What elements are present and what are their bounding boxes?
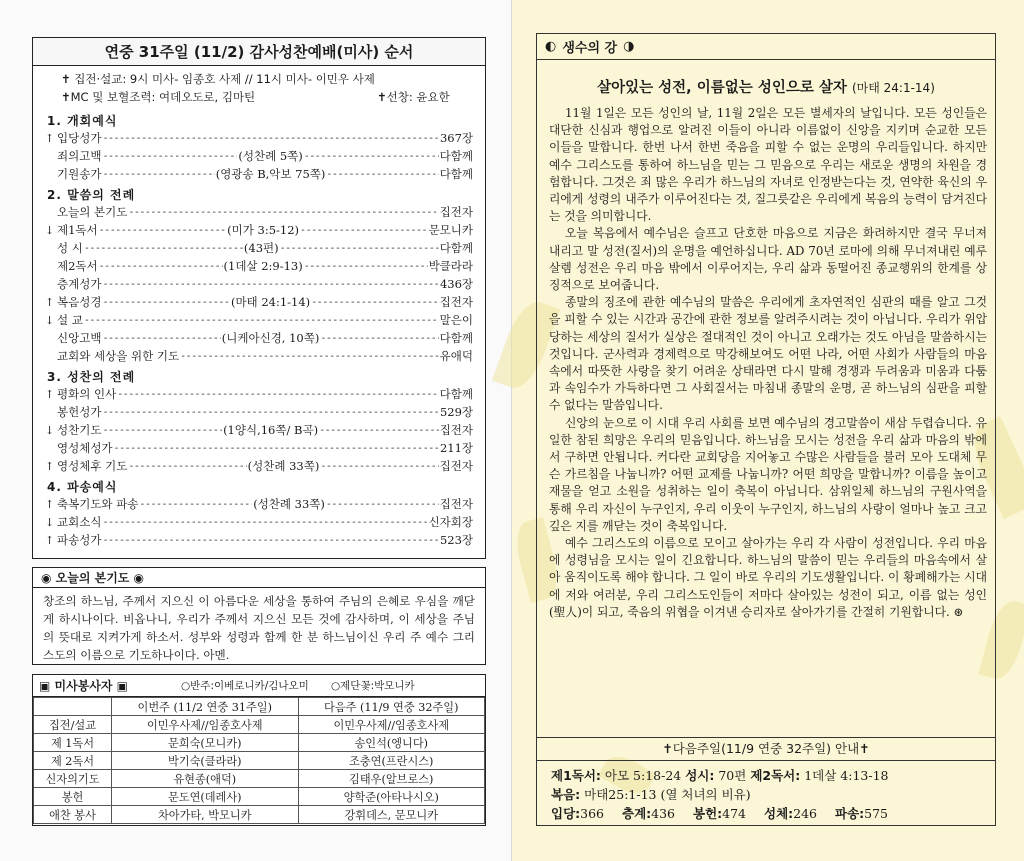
- next-week-cell: 조충연(프란시스): [298, 752, 485, 770]
- service-item: 제2독서: [57, 259, 98, 273]
- dotted-leader: [114, 443, 439, 454]
- dotted-leader: [320, 461, 438, 472]
- sermon-paragraph: 예수 그리스도의 이름으로 모이고 살아가는 우리 각 사람이 성전입니다. 우리 마음에 성령님을 모시는 일이 긴요합니다. 하느님의 말씀이 믿는 우리들의 마음속에서 살아 움직이도록 해야 합니다. 그 일이 바로 우리의 기도생활입니다. 이 황폐해가는 시대에 저와 여러분, 우리 그리스도인들이 저마다 살아있는 성전이 되고, 이름 없는 성인(聖人)이 되고, 죽음의 위협을 이겨낸 승리자로 살아가기를 간절히 기원합니다. ⊛: [549, 536, 987, 619]
- this-week-cell: 유현종(애덕): [112, 770, 299, 788]
- service-ref: (43편): [243, 241, 279, 255]
- service-item: 층계성가: [57, 277, 102, 291]
- posture-mark: ↑: [45, 295, 55, 309]
- this-week-cell: 박기숙(클라라): [112, 752, 299, 770]
- service-item: 복음성경: [57, 295, 102, 309]
- next-week-cell: 김태우(알브로스): [298, 770, 485, 788]
- dotted-leader: [102, 297, 230, 308]
- sermon-body: [537, 105, 995, 621]
- next-gospel-line: [551, 785, 889, 804]
- role-cell: 제 2독서: [34, 752, 112, 770]
- service-row: [45, 514, 473, 530]
- this-week-cell: 이민우사제//임종호사제: [112, 716, 299, 734]
- service-leader: 집전자: [439, 205, 473, 219]
- gradual-hymn-label: 층계:: [622, 806, 652, 821]
- service-row: [45, 532, 473, 548]
- service-item: 성찬기도: [57, 423, 102, 437]
- dotted-leader: [102, 425, 222, 436]
- service-row: [45, 294, 473, 310]
- next-sunday-heading: ✝다음주일(11/9 연중 32주일) 안내✝: [537, 737, 995, 761]
- service-leader: 529장: [439, 405, 473, 419]
- role-cell: 애찬 봉사: [34, 806, 112, 824]
- dotted-leader: [139, 499, 252, 510]
- dotted-leader: [128, 461, 246, 472]
- collect-prayer-box: [32, 567, 486, 665]
- section-heading: 3. 성찬의 전례: [47, 370, 136, 384]
- service-item: 파송성가: [57, 533, 102, 547]
- posture-mark: ↓: [45, 223, 55, 237]
- volunteers-table: [33, 697, 485, 824]
- dotted-leader: [300, 225, 428, 236]
- service-row: [45, 166, 473, 182]
- dotted-leader: [128, 207, 438, 218]
- collect-title: ◉ 오늘의 본기도 ◉: [33, 568, 485, 588]
- section-heading: 2. 말씀의 전례: [47, 188, 136, 202]
- dotted-leader: [304, 151, 439, 162]
- dotted-leader: [311, 297, 439, 308]
- role-cell: 봉헌: [34, 788, 112, 806]
- service-item: 신앙고백: [57, 331, 102, 345]
- posture-mark: ↑: [45, 459, 55, 473]
- posture-mark: ↑: [45, 497, 55, 511]
- sermon-paragraph: 11월 1일은 모든 성인의 날, 11월 2일은 모든 별세자의 날입니다. 모든 성인들은 대단한 신심과 행업으로 알려진 이들이 아니라 이름없이 신앙을 지키며 순교한 모든 이들을 말합니다. 한번 나서 한번 죽음을 피할 수 없는 운명의 우리들입니다. 하지만 예수 그리스도를 통하여 하느님을 믿는 그 믿음으로 우리는 새로운 생명의 차원을 경험합니다. 그것은 죄 많은 우리가 하느님의 자녀로 인정받는다는 것, 연약한 육신의 우리에게 성령의 내주가 이루어진다는 것, 질그릇같은 우리에게 복음의 능력이 담겨진다는 것을 의미합니다.: [549, 106, 987, 224]
- accompanist-note: ○반주:이베로니카/김나오미: [181, 680, 309, 692]
- table-row: [34, 752, 485, 770]
- staff-line-cantor: ✝선창: 윤요한: [377, 90, 450, 104]
- role-header: [34, 698, 112, 716]
- service-row: [45, 496, 473, 512]
- service-item: 죄의고백: [57, 149, 102, 163]
- next-week-cell: 양학준(아타나시오): [298, 788, 485, 806]
- posture-mark: ↑: [45, 533, 55, 547]
- dotted-leader: [84, 243, 243, 254]
- service-leader: 집전자: [439, 497, 474, 511]
- posture-mark: ↑: [45, 131, 55, 145]
- gospel-value: 마태25:1-13 (열 처녀의 비유): [584, 787, 751, 802]
- this-week-cell: 문희숙(모니카): [112, 734, 299, 752]
- service-item: 제1독서: [57, 223, 98, 237]
- this-week-cell: 차아가타, 박모니카: [112, 806, 299, 824]
- service-ref: (1데살 2:9-13): [223, 259, 303, 273]
- service-leader: 436장: [439, 277, 473, 291]
- service-row: [45, 312, 473, 328]
- second-reading-value: 1데살 4:13-18: [804, 768, 889, 783]
- service-item: 성 시: [57, 241, 83, 255]
- dotted-leader: [280, 243, 439, 254]
- gradual-hymn-value: 436: [651, 806, 676, 821]
- dotted-leader: [84, 315, 439, 326]
- role-cell: 집전/설교: [34, 716, 112, 734]
- order-of-service-box: [32, 37, 486, 559]
- volunteers-header: [33, 675, 485, 697]
- dismissal-hymn-value: 575: [864, 806, 889, 821]
- service-leader: 집전자: [439, 459, 473, 473]
- table-row: [34, 770, 485, 788]
- service-item: 오늘의 본기도: [57, 205, 128, 219]
- table-row: [34, 788, 485, 806]
- volunteers-title: ▣ 미사봉사자 ▣: [39, 679, 128, 693]
- service-item: 봉헌성가: [57, 405, 102, 419]
- right-page: [512, 0, 1024, 861]
- service-row: [45, 276, 473, 292]
- service-ref: (영광송 B,악보 75쪽): [215, 167, 326, 181]
- dotted-leader: [102, 535, 439, 546]
- dismissal-hymn-label: 파송:: [835, 806, 865, 821]
- service-leader: 집전자: [439, 295, 473, 309]
- service-ref: (마태 24:1-14): [230, 295, 311, 309]
- service-leader: 박클라라: [428, 259, 474, 273]
- communion-hymn-label: 성체:: [764, 806, 794, 821]
- entrance-hymn-label: 입당:: [551, 806, 581, 821]
- service-leader: 523장: [439, 533, 473, 547]
- sermon-box: [536, 33, 996, 826]
- service-leader: 367장: [439, 131, 473, 145]
- dotted-leader: [180, 351, 439, 362]
- dotted-leader: [102, 517, 427, 528]
- communion-hymn-value: 246: [793, 806, 818, 821]
- dotted-leader: [102, 333, 220, 344]
- posture-mark: ↑: [45, 387, 55, 401]
- table-row: [34, 716, 485, 734]
- service-row: [45, 222, 473, 238]
- service-leader: 다함께: [439, 241, 474, 255]
- service-row: [45, 458, 473, 474]
- role-cell: 제 1독서: [34, 734, 112, 752]
- offertory-hymn-label: 봉헌:: [693, 806, 723, 821]
- table-row: [34, 806, 485, 824]
- dotted-leader: [320, 333, 438, 344]
- dotted-leader: [319, 425, 439, 436]
- next-readings-line: [551, 766, 889, 785]
- service-ref: (니케아신경, 10쪽): [221, 331, 320, 345]
- staff-line-celebrants: ✝ 집전·설교: 9시 미사- 임종호 사제 // 11시 미사- 이민우 사제: [61, 72, 375, 86]
- service-item: 입당성가: [57, 131, 102, 145]
- service-ref: (성찬례 33쪽): [247, 459, 320, 473]
- service-ref: (성찬례 5쪽): [238, 149, 303, 163]
- sermon-title-text: 살아있는 성전, 이름없는 성인으로 살자: [597, 80, 847, 96]
- service-leader: 다함께: [439, 387, 473, 401]
- posture-mark: ↓: [45, 423, 55, 437]
- dotted-leader: [326, 169, 438, 180]
- service-row: [45, 130, 473, 146]
- service-row: [45, 404, 473, 420]
- dotted-leader: [102, 169, 214, 180]
- half-circle-icon: ◑: [623, 39, 635, 54]
- service-ref: (성찬례 33쪽): [253, 497, 325, 511]
- second-reading-label: 제2독서:: [750, 768, 801, 783]
- dotted-leader: [102, 133, 439, 144]
- service-ref: (1양식,16쪽/ B곡): [223, 423, 319, 437]
- next-week-cell: 송인석(엥니다): [298, 734, 485, 752]
- sermon-paragraph: 오늘 복음에서 예수님은 슬프고 단호한 마음으로 지금은 화려하지만 결국 무너져 내리고 말 성전(질서)의 운명을 예언하십니다. AD 70년 로마에 의해 무너져내린 예루살렘 성전은 우리 마음 밖에서 이루어지는, 우리 삶과 동떨어진 종교행위의 한계를 상징적으로 보여줍니다.: [549, 226, 987, 293]
- gospel-label: 복음:: [551, 787, 581, 802]
- posture-mark: ↓: [45, 313, 55, 327]
- next-week-cell: 이민우사제//임종호사제: [298, 716, 485, 734]
- next-hymns-line: [551, 804, 889, 823]
- scripture-reference: (마태 24:1-14): [851, 81, 935, 95]
- sermon-title: [537, 76, 995, 97]
- dotted-leader: [326, 499, 439, 510]
- service-row: [45, 330, 473, 346]
- service-leader: 말은이: [439, 313, 473, 327]
- service-leader: 문모니카: [428, 223, 473, 237]
- dotted-leader: [117, 389, 438, 400]
- service-row: [45, 148, 473, 164]
- psalm-label: 성시:: [685, 768, 715, 783]
- service-item: 교회와 세상을 위한 기도: [57, 349, 180, 363]
- entrance-hymn-value: 366: [580, 806, 605, 821]
- service-item: 영성체성가: [57, 441, 113, 455]
- service-leader: 다함께: [439, 167, 474, 181]
- service-leader: 신자회장: [428, 515, 473, 529]
- this-week-cell: 문도연(데레사): [112, 788, 299, 806]
- section-heading: 1. 개회예식: [47, 114, 118, 128]
- sermon-paragraph: 종말의 징조에 관한 예수님의 말씀은 우리에게 초자연적인 심판의 때를 알고 그것을 피할 수 있는 시간과 공간에 관한 정보를 알려주시려는 것이 아닙니다. 우리가 위압당하는 세상의 질서가 실상은 절대적인 것이 아니고 오래가는 것도 아님을 말씀하시는 것입니다. 군사력과 경제력으로 막강해보여도 어떤 나라, 어떤 사회가 사람들의 마음 속에서 따뜻한 사랑을 찾기 어려운 상태라면 다시 말해 경쟁과 두려움과 미움과 다툼과 속임수가 가득하다면 그 사회질서는 마침내 종말의 운명, 곧 하느님의 심판을 피할 수 없다는 말씀입니다.: [549, 295, 987, 413]
- section-heading: 4. 파송예식: [47, 480, 118, 494]
- altar-flower-note: ○제단꽃:박모니카: [331, 680, 415, 692]
- next-week-header: 다음주 (11/9 연중 32주일): [298, 698, 485, 716]
- service-leader: 다함께: [439, 149, 473, 163]
- service-row: [45, 440, 473, 456]
- sermon-section-tab: [537, 34, 995, 60]
- first-reading-value: 아모 5:18-24: [604, 768, 682, 783]
- next-week-cell: 강휘데스, 문모니카: [298, 806, 485, 824]
- section-label: 생수의 강: [562, 41, 618, 56]
- service-item: 교회소식: [57, 515, 102, 529]
- service-row: [45, 258, 473, 274]
- service-row: [45, 422, 473, 438]
- offertory-hymn-value: 474: [722, 806, 747, 821]
- staff-line-assistants: ✝MC 및 보혈조력: 여데오도로, 김마틴: [61, 90, 256, 104]
- sermon-paragraph: 신앙의 눈으로 이 시대 우리 사회를 보면 예수님의 경고말씀이 새삼 두렵습니다. 유일한 참된 희망은 우리의 믿음입니다. 하느님을 모시는 성전을 우리 삶과 마음의 밖에서 구하면 안됩니다. 커다란 교회당을 지어놓고 수많은 사람들을 불러 모아 도대체 무슨 가르침을 나눕니까? 어떤 교제를 나눕니까? 어떤 희망을 말합니까? 이름을 높이고 재물을 얻고 소원을 성취하는 일이 축복이 아닙니다. 삼위일체 하느님의 구원사역을 통해 우리 자신이 누구인지, 우리 이웃이 누구인지, 하느님의 사랑이 얼마나 높고 크고 깊은 지를 깨닫는 것이 축복입니다.: [549, 415, 987, 533]
- service-item: 영성체후 기도: [57, 459, 128, 473]
- order-title: 연중 31주일 (11/2) 감사성찬예배(미사) 순서: [33, 38, 485, 66]
- dotted-leader: [99, 225, 227, 236]
- service-item: 평화의 인사: [57, 387, 117, 401]
- service-row: [45, 204, 473, 220]
- half-circle-icon: ◐: [545, 39, 557, 54]
- service-ref: (미가 3:5-12): [227, 223, 300, 237]
- next-sunday-info: [551, 766, 889, 823]
- first-reading-label: 제1독서:: [551, 768, 601, 783]
- service-item: 설 교: [57, 313, 83, 327]
- dotted-leader: [102, 279, 439, 290]
- service-row: [45, 386, 473, 402]
- posture-mark: ↓: [45, 515, 55, 529]
- psalm-value: 70편: [718, 768, 747, 783]
- dotted-leader: [102, 151, 237, 162]
- table-header-row: [34, 698, 485, 716]
- table-row: [34, 734, 485, 752]
- this-week-header: 이번주 (11/2 연중 31주일): [112, 698, 299, 716]
- volunteers-box: [32, 674, 486, 826]
- dotted-leader: [102, 407, 439, 418]
- service-leader: 집전자: [439, 423, 474, 437]
- collect-text: 창조의 하느님, 주께서 지으신 이 아름다운 세상을 통하여 주님의 은혜로 우심을 깨닫게 하시나이다. 비옵나니, 우리가 주께서 지으신 모든 것에 감사하며, 이 세상을 주님의 뜻대로 지켜가게 하소서. 성부와 성령과 함께 한 분 하느님이신 우리 주 예수 그리스도의 이름으로 기도하나이다. 아멘.: [43, 594, 475, 662]
- service-row: [45, 348, 473, 364]
- dotted-leader: [304, 261, 428, 272]
- service-leader: 다함께: [439, 331, 473, 345]
- service-leader: 211장: [439, 441, 473, 455]
- service-leader: 유애덕: [439, 349, 473, 363]
- service-item: 기원송가: [57, 167, 102, 181]
- dotted-leader: [99, 261, 223, 272]
- role-cell: 신자의기도: [34, 770, 112, 788]
- service-row: [45, 240, 473, 256]
- service-item: 축복기도와 파송: [57, 497, 139, 511]
